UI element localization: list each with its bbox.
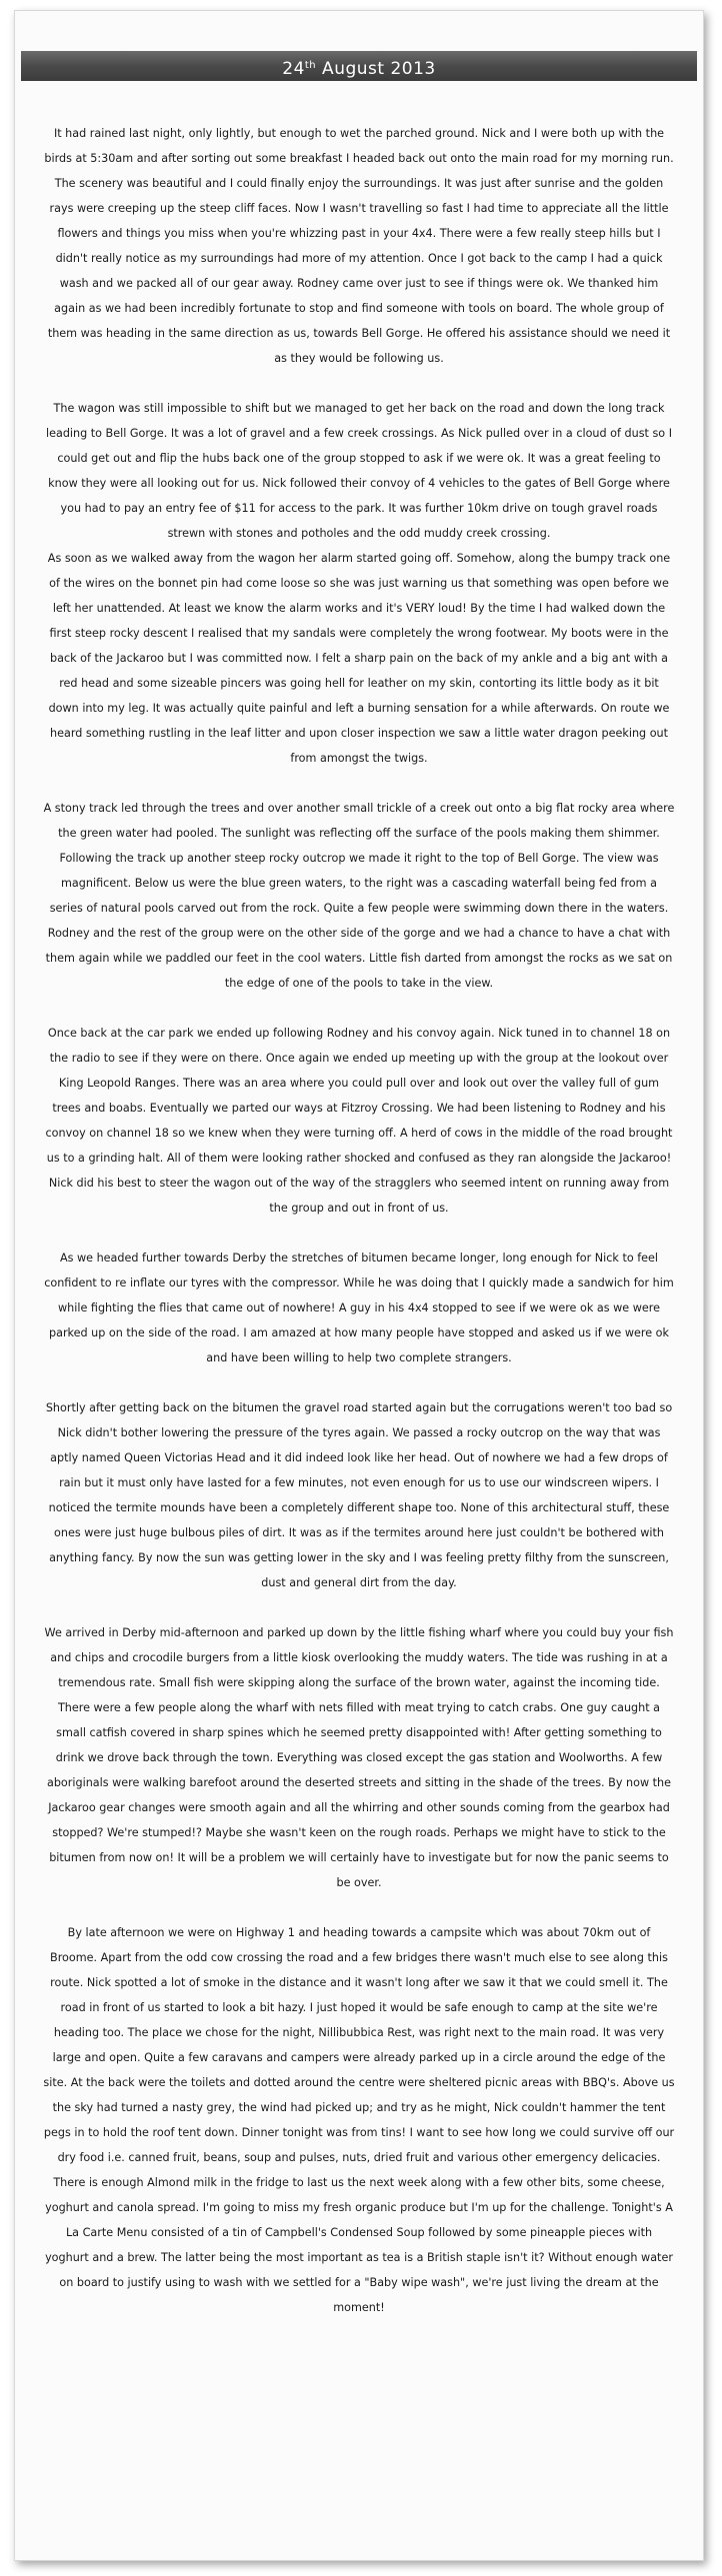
- journal-page: [14, 10, 704, 2561]
- paragraph: It had rained last night, only lightly, but enough to wet the parched ground. Nick and I were both up with the birds at 5:30am and after sorting out some breakfast I headed back out onto the main road for my morning run. The scenery was beautiful and I could finally enjoy the surroundings. It was just after sunrise and the golden rays were creeping up the steep cliff faces. Now I wasn't travelling so fast I had time to appreciate all the little flowers and things you miss when you're whizzing past in your 4x4. There were a few really steep hills but I didn't really notice as my surroundings had more of my attention. Once I got back to the camp I had a quick wash and we packed all of our gear away. Rodney came over just to see if things were ok. We thanked him again as we had been incredibly fortunate to stop and find someone with tools on board. The whole group of them was heading in the same direction as us, towards Bell Gorge. He offered his assistance should we need it as they would be following us.: [44, 127, 674, 365]
- journal-body: [43, 121, 675, 2345]
- paragraph: As soon as we walked away from the wagon her alarm started going off. Somehow, along the bumpy track one of the wires on the bonnet pin had come loose so she was just warning us that something was open before we left her unattended. At least we know the alarm works and it's VERY loud! By the time I had walked down the first steep rocky descent I realised that my sandals were completely the wrong footwear. My boots were in the back of the Jackaroo but I was committed now. I felt a sharp pain on the back of my ankle and a big ant with a red head and some sizeable pincers was going hell for leather on my skin, contorting its little body as it bit down into my leg. It was actually quite painful and left a burning sensation for a while afterwards. On route we heard something rustling in the leaf litter and upon closer inspection we saw a little water dragon peeking out from amongst the twigs.: [47, 552, 671, 765]
- paragraph: The wagon was still impossible to shift but we managed to get her back on the road and down the long track leading to Bell Gorge. It was a lot of gravel and a few creek crossings. As Nick pulled over in a cloud of dust so I could get out and flip the hubs back one of the group stopped to ask if we were ok. It was a great feeling to know they were all looking out for us. Nick followed their convoy of 4 vehicles to the gates of Bell Gorge where you had to pay an entry fee of $11 for access to the park. It was further 10km drive on tough gravel roads strewn with stones and potholes and the odd muddy creek crossing.: [45, 402, 673, 540]
- paragraph: By late afternoon we were on Highway 1 and heading towards a campsite which was about 70km out of Broome. Apart from the odd cow crossing the road and a few bridges there wasn't much else to see along this route. Nick spotted a lot of smoke in the distance and it wasn't long after we saw it that we could smell it. The road in front of us started to look a bit hazy. I just hoped it would be safe enough to camp at the site we're heading too. The place we chose for the night, Nillibubbica Rest, was right next to the main road. It was very large and open. Quite a few caravans and campers were already parked up in a circle around the edge of the site. At the back were the toilets and dotted around the centre were sheltered picnic areas with BBQ's. Above us the sky had turned a nasty grey, the wind had picked up; and try as he might, Nick couldn't hammer the tent pegs in to hold the roof tent down. Dinner tonight was from tins! I want to see how long we could survive off our dry food i.e. canned fruit, beans, soup and pulses, nuts, dried fruit and various other emergency delicacies. There is enough Almond milk in the fridge to last us the next week along with a few other bits, some cheese, yoghurt and canola spread. I'm going to miss my fresh organic produce but I'm up for the challenge. Tonight's A La Carte Menu consisted of a tin of Campbell's Condensed Soup followed by some pineapple pieces with yoghurt and a brew. The latter being the most important as tea is a British staple isn't it? Without enough water on board to justify using to wash with we settled for a "Baby wipe wash", we're just living the dream at the moment!: [43, 1926, 675, 2314]
- paragraph: Shortly after getting back on the bitumen the gravel road started again but the corrugations weren't too bad so Nick didn't bother lowering the pressure of the tyres again. We passed a rocky outcrop on the way that was aptly named Queen Victorias Head and it did indeed look like her head. Out of nowhere we had a few drops of rain but it must only have lasted for a few minutes, not even enough for us to use our windscreen wipers. I noticed the termite mounds have been a completely different shape too. None of this architectural stuff, these ones were just huge bulbous piles of dirt. It was as if the termites around here just couldn't be bothered with anything fancy. By now the sun was getting lower in the sky and I was feeling pretty filthy from the sunscreen, dust and general dirt from the day.: [45, 1401, 673, 1589]
- paragraph: As we headed further towards Derby the stretches of bitumen became longer, long enough for Nick to feel confident to re inflate our tyres with the compressor. While he was doing that I quickly made a sandwich for him while fighting the flies that came out of nowhere! A guy in his 4x4 stopped to see if we were ok as we were parked up on the side of the road. I am amazed at how many people have stopped and asked us if we were ok and have been willing to help two complete strangers.: [44, 1252, 674, 1364]
- date-rest: August 2013: [316, 59, 436, 79]
- paragraph: A stony track led through the trees and over another small trickle of a creek out onto a big flat rocky area where the green water had pooled. The sunlight was reflecting off the surface of the pools making them shimmer. Following the track up another steep rocky outcrop we made it right to the top of Bell Gorge. The view was magnificent. Below us were the blue green waters, to the right was a cascading waterfall being fed from a series of natural pools carved out from the rock. Quite a few people were swimming down there in the waters. Rodney and the rest of the group were on the other side of the gorge and we had a chance to have a chat with them again while we paddled our feet in the cool waters. Little fish darted from amongst the rocks as we sat on the edge of one of the pools to take in the view.: [43, 802, 675, 990]
- paragraph: Once back at the car park we ended up following Rodney and his convoy again. Nick tuned in to channel 18 on the radio to see if they were on there. Once again we ended up meeting up with the group at the lookout over King Leopold Ranges. There was an area where you could pull over and look out over the valley full of gum trees and boabs. Eventually we parted our ways at Fitzroy Crossing. We had been listening to Rodney and his convoy on channel 18 so we knew when they were turning off. A herd of cows in the middle of the road brought us to a grinding halt. All of them were looking rather shocked and confused as they ran alongside the Jackaroo! Nick did his best to steer the wagon out of the way of the stragglers who seemed intent on running away from the group and out in front of us.: [45, 1027, 673, 1215]
- date-day: 24: [282, 59, 305, 79]
- date-banner: [21, 51, 697, 81]
- date-suffix: th: [304, 60, 317, 71]
- paragraph: We arrived in Derby mid-afternoon and parked up down by the little fishing wharf where you could buy your fish and chips and crocodile burgers from a little kiosk overlooking the muddy waters. The tide was rushing in at a tremendous rate. Small fish were skipping along the surface of the brown water, against the incoming tide. There were a few people along the wharf with nets filled with meat trying to catch crabs. One guy caught a small catfish covered in sharp spines which he seemed pretty disappointed with! After getting something to drink we drove back through the town. Everything was closed except the gas station and Woolworths. A few aboriginals were walking barefoot around the deserted streets and sitting in the shade of the trees. By now the Jackaroo gear changes were smooth again and all the whirring and other sounds coming from the gearbox had stopped? We're stumped!? Maybe she wasn't keen on the rough roads. Perhaps we might have to stick to the bitumen from now on! It will be a problem we will certainly have to investigate but for now the panic seems to be over.: [44, 1626, 674, 1889]
